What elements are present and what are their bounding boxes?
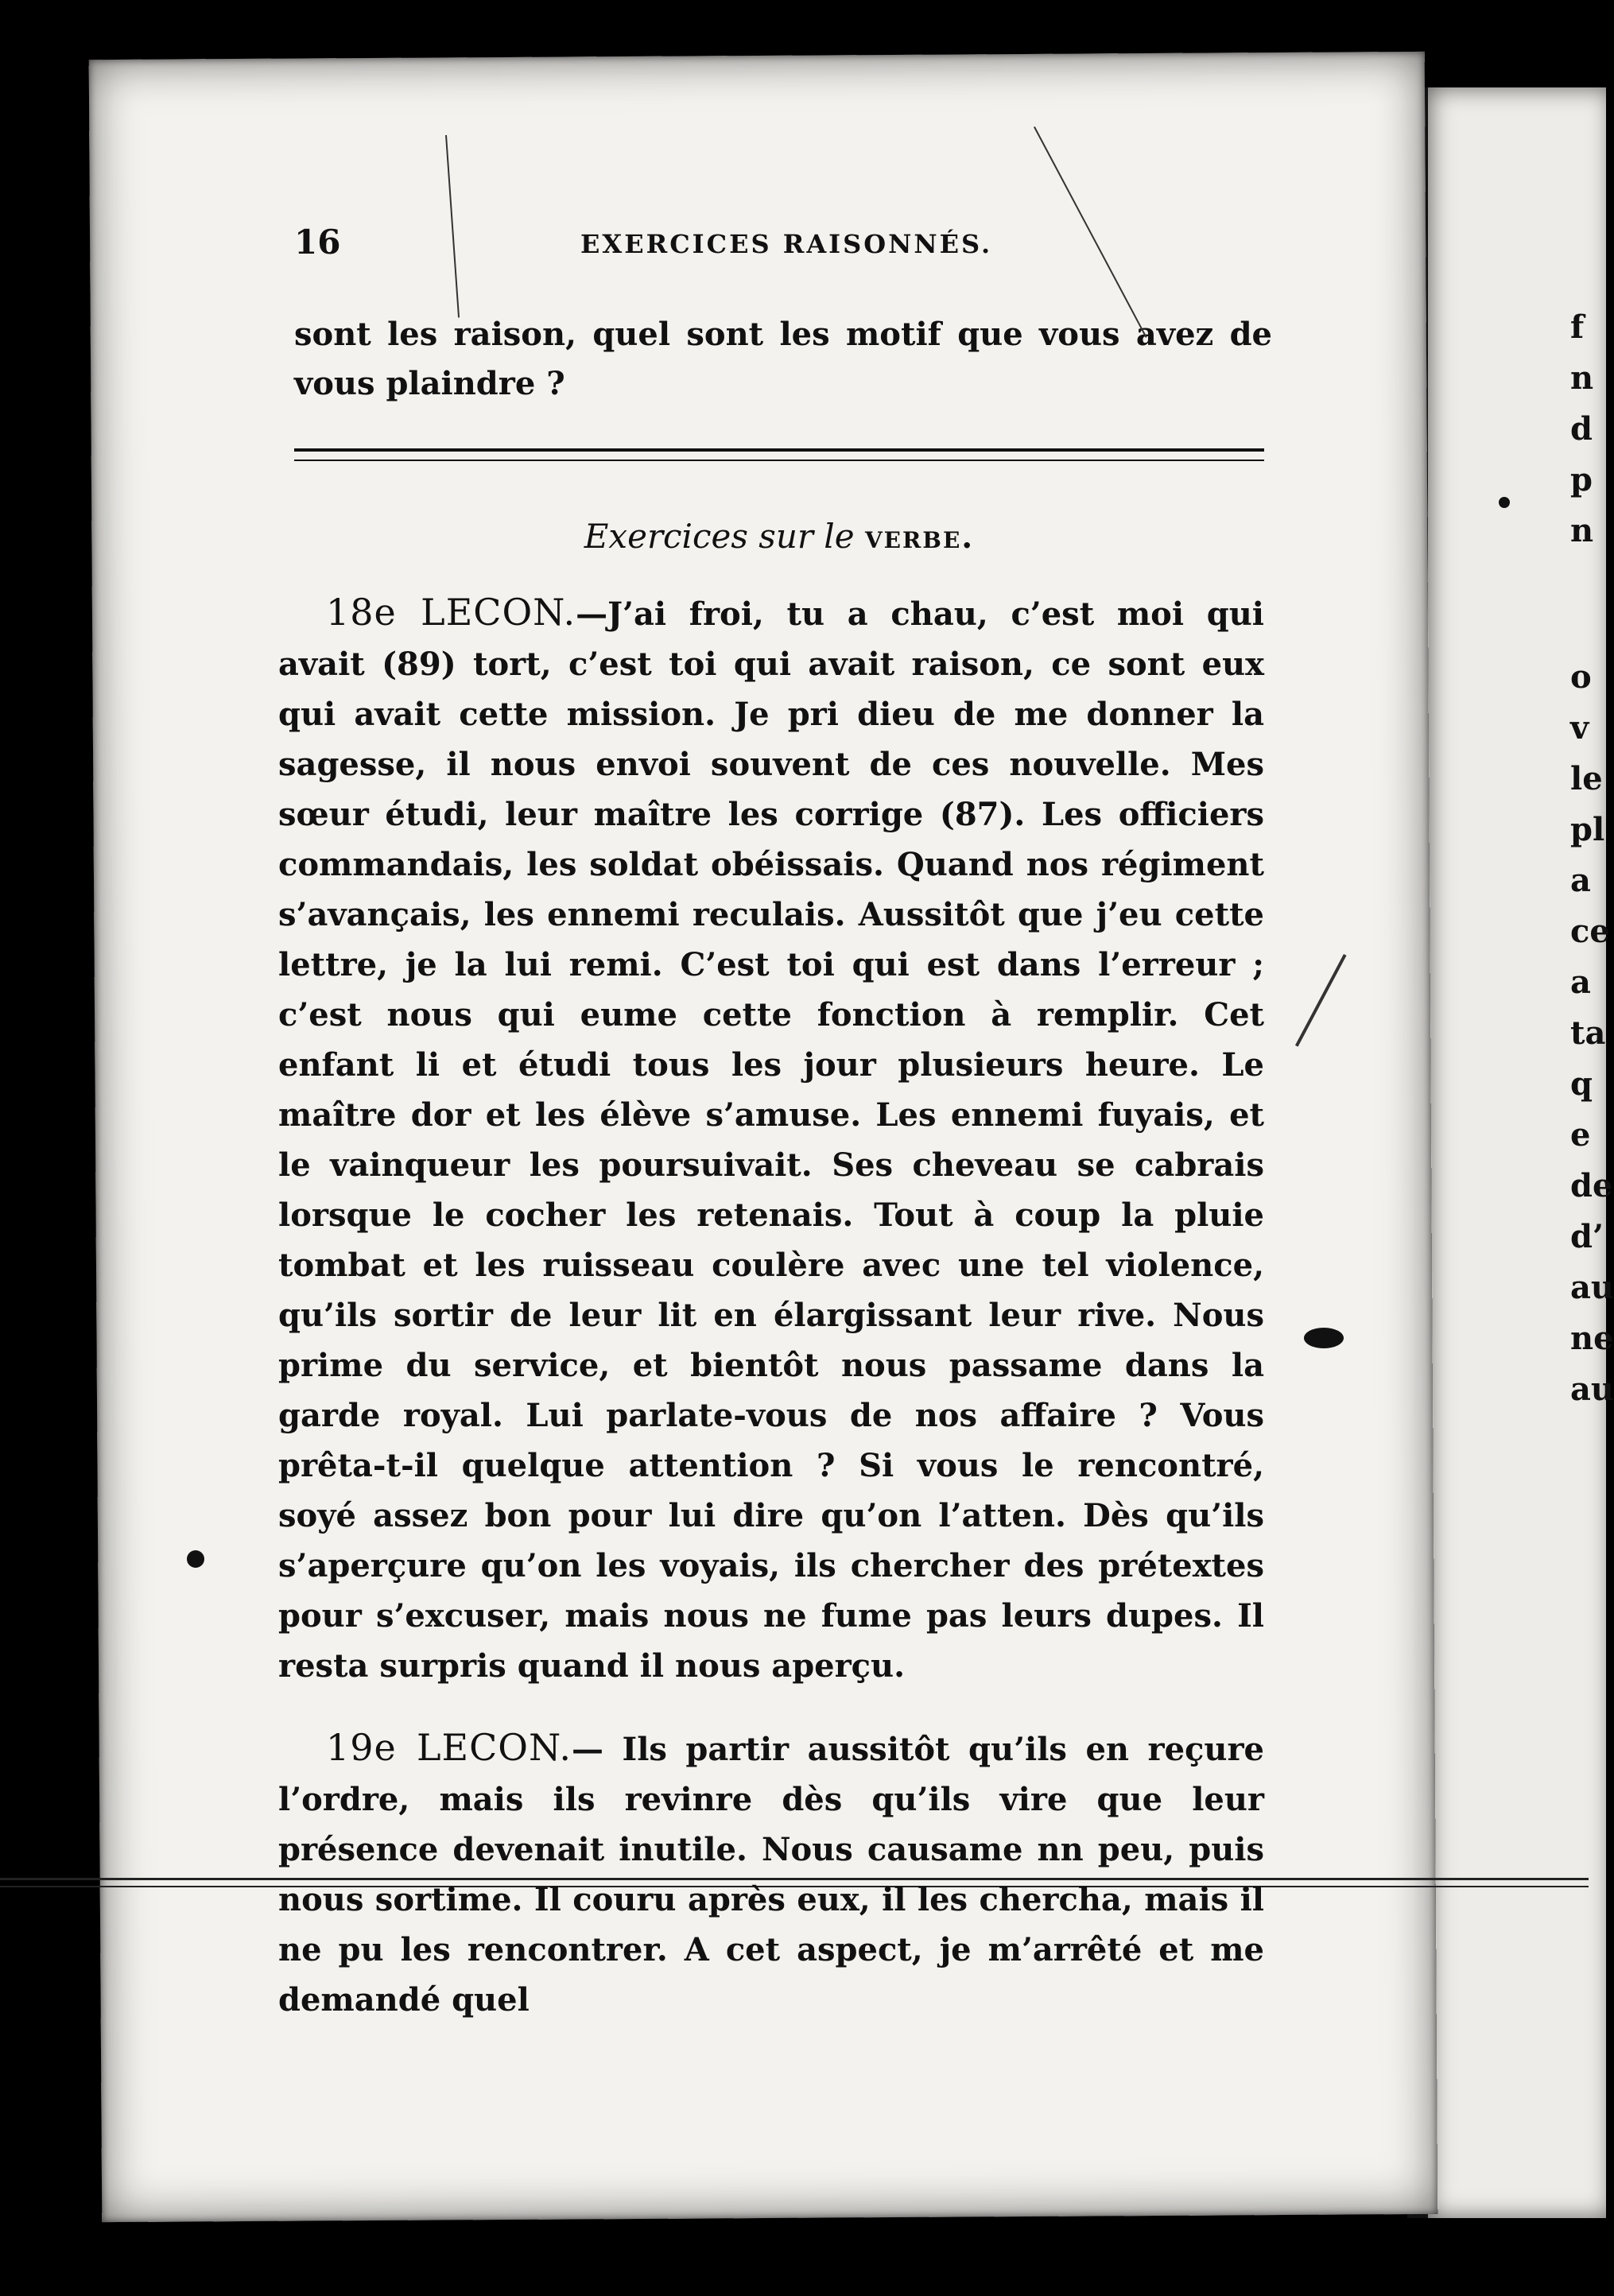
- fragment: pl: [1570, 811, 1605, 848]
- fragment: le: [1570, 760, 1603, 797]
- fragment: n: [1570, 512, 1594, 549]
- lesson-heading: 19e LECON.: [326, 1726, 572, 1769]
- fragment: f: [1570, 308, 1585, 346]
- fragment: p: [1570, 461, 1593, 498]
- lesson-text: —J’ai froi, tu a chau, c’est moi qui avait (89) tort, c’est toi qui avait raison, ce sont eux qui avait cette mission. Je pri dieu de me donner la sagesse, il nous envoi souvent de ces nouvelle. Mes sœur étudi, leur maître les corrige (87). Les officiers commandais, les soldat obéissais. Quand nos régiment s’avançais, les ennemi reculais. Aussitôt que j’eu cette lettre, je la lui remi. C’est toi qui est dans l’erreur ; c’est nous qui eume cette fonction à remplir. Cet enfant li et étudi tous les jour plusieurs heure. Le maître dor et les élève s’amuse. Les ennemi fuyais, et le vainqueur les poursuivait. Ses cheveau se cabrais lorsque le cocher les retenais. Tout à coup la pluie tombat et les ruisseau coulère avec une tel violence, qu’ils sortir de leur lit en élargissant leur rive. Nous prime du service, et bientôt nous passame dans la garde royal. Lui parlate-vous de nos affaire ? Vous prêta-t-il quelque attention ? Si vous le rencontré, soyé assez bon pour lui dire qu’on l’atten. Dès qu’ils s’aperçure qu’on les voyais, ils chercher des prétextes pour s’excuser, mais nous ne fume pas leurs dupes. Il resta surpris quand il nous aperçu.: [278, 595, 1264, 1685]
- lesson-text: — Ils partir aussitôt qu’ils en reçure l’ordre, mais ils revinre dès qu’ils vire que leur présence devenait inutile. Nous causame nn peu, puis nous sortime. Il couru après eux, il les chercha, mais il ne pu les rencontrer. A cet aspect, je m’arrêté et me demandé quel: [278, 1731, 1264, 2019]
- fragment: ta: [1570, 1014, 1606, 1052]
- fragment: v: [1570, 709, 1589, 747]
- adjacent-page-fragments: [1570, 302, 1614, 1415]
- carry-over-paragraph: sont les raison, quel sont les motif que vous avez de vous plaindre ?: [294, 316, 1272, 402]
- fragment: au: [1570, 1371, 1614, 1408]
- lesson-heading: 18e LECON.: [326, 591, 576, 634]
- fragment: au: [1570, 1269, 1614, 1306]
- fragment: e: [1570, 1116, 1591, 1154]
- fragment: o: [1570, 658, 1592, 696]
- section-title: [294, 517, 1264, 556]
- fragment: a: [1570, 964, 1591, 1001]
- fragment: de: [1570, 1167, 1613, 1204]
- section-title-caps: verbe.: [864, 518, 975, 556]
- fragment: q: [1570, 1065, 1593, 1103]
- ink-speck: [1304, 1328, 1344, 1348]
- fragment: d: [1570, 410, 1593, 448]
- fragment-gap: [1570, 557, 1614, 652]
- page-text-block: [175, 215, 1272, 2057]
- ink-speck: [187, 1550, 204, 1568]
- section-title-italic: Exercices sur le: [584, 517, 855, 556]
- page-header: [175, 215, 1272, 278]
- lesson-paragraph: [278, 1723, 1264, 2025]
- fragment: d’: [1570, 1218, 1604, 1255]
- page-number: 16: [294, 223, 341, 262]
- section-rule: [294, 448, 1264, 461]
- fragment: a: [1570, 862, 1591, 899]
- running-head: EXERCICES RAISONNÉS.: [580, 229, 993, 259]
- fragment: n: [1570, 359, 1594, 397]
- lesson-paragraph: [278, 588, 1264, 1691]
- fragment: ce: [1570, 913, 1610, 950]
- fragment: ne: [1570, 1320, 1614, 1357]
- ink-speck: [1499, 497, 1510, 508]
